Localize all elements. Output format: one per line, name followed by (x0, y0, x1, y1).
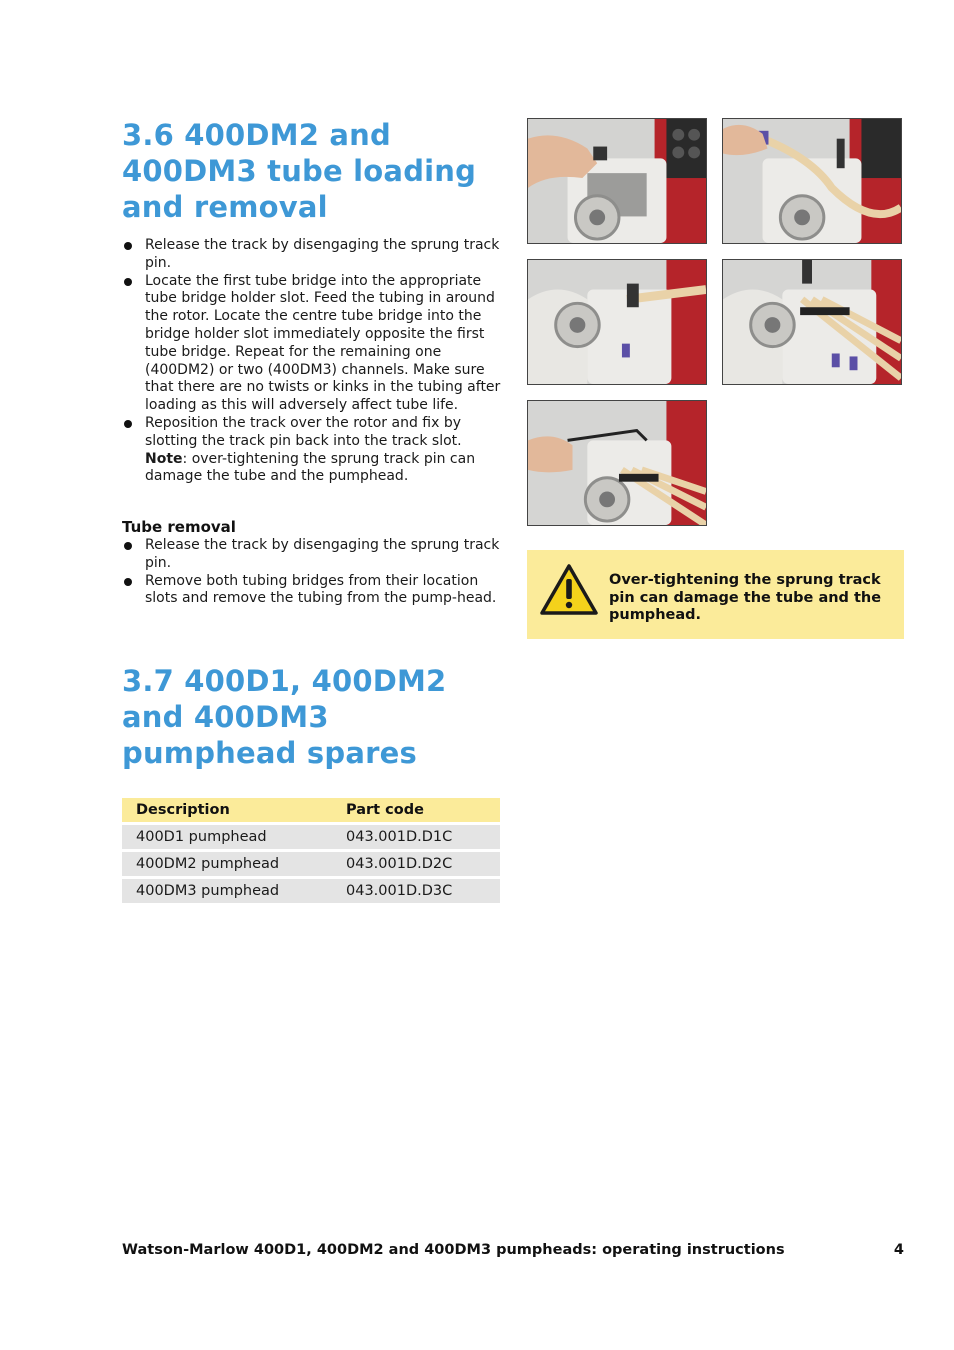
warning-box (527, 550, 904, 639)
photo-reposition-track (527, 400, 707, 526)
table-header-row (122, 798, 500, 822)
list-item: Release the track by disengaging the sprung track pin. (122, 537, 502, 573)
footer-title: Watson-Marlow 400D1, 400DM2 and 400DM3 pumpheads: operating instructions (122, 1242, 785, 1258)
table-cell: 400D1 pumphead (122, 825, 332, 849)
photo-release-track-pin (527, 118, 707, 244)
table-header: Part code (332, 798, 500, 822)
table-cell: 043.001D.D2C (332, 852, 500, 876)
warning-text: Over-tightening the sprung track pin can damage the tube and the pumphead. (609, 572, 882, 623)
photo-locate-bridge (527, 259, 707, 385)
spares-table (122, 795, 500, 906)
title-line: 400DM3 tube loading (122, 154, 477, 188)
title-line: 3.7 400D1, 400DM2 (122, 664, 447, 698)
table-cell: 043.001D.D1C (332, 825, 500, 849)
loading-steps-list (122, 237, 502, 486)
table-row (122, 852, 500, 876)
photo-repeat-channels (722, 259, 902, 385)
table-cell: 400DM2 pumphead (122, 852, 332, 876)
title-line: and 400DM3 (122, 700, 329, 734)
list-item: Remove both tubing bridges from their location slots and remove the tubing from the pump-head. (122, 573, 502, 609)
title-line: pumphead spares (122, 736, 417, 770)
page-footer (122, 1242, 904, 1258)
table-row (122, 825, 500, 849)
list-item-text: Reposition the track over the rotor and fix by slotting the track pin back into the track slot. (145, 414, 462, 449)
removal-steps-list (122, 537, 502, 608)
list-item (122, 415, 502, 486)
loading-photos (527, 118, 905, 528)
table-header: Description (122, 798, 332, 822)
title-line: 3.6 400DM2 and (122, 118, 391, 152)
table-row (122, 879, 500, 903)
table-cell: 400DM3 pumphead (122, 879, 332, 903)
photo-feed-tubing (722, 118, 902, 244)
section-3-7-title (122, 663, 502, 771)
table-cell: 043.001D.D3C (332, 879, 500, 903)
note-text: : over-tightening the sprung track pin can damage the tube and the pumphead. (145, 450, 476, 485)
tube-removal-heading: Tube removal (122, 518, 236, 536)
list-item: Locate the first tube bridge into the appropriate tube bridge holder slot. Feed the tubing in around the rotor. Locate the centre tube bridge into the bridge holder slot immediately opposite the first tube bridge. Repeat for the remaining one (400DM2) or two (400DM3) channels. Make sure that there are no twists or kinks in the tubing after loading as this will adversely affect tube life. (122, 273, 502, 415)
page-number: 4 (893, 1242, 904, 1258)
title-line: and removal (122, 190, 328, 224)
warning-triangle-icon (540, 564, 598, 616)
section-3-6-title (122, 117, 502, 225)
list-item: Release the track by disengaging the sprung track pin. (122, 237, 502, 273)
note-label: Note (145, 450, 183, 467)
